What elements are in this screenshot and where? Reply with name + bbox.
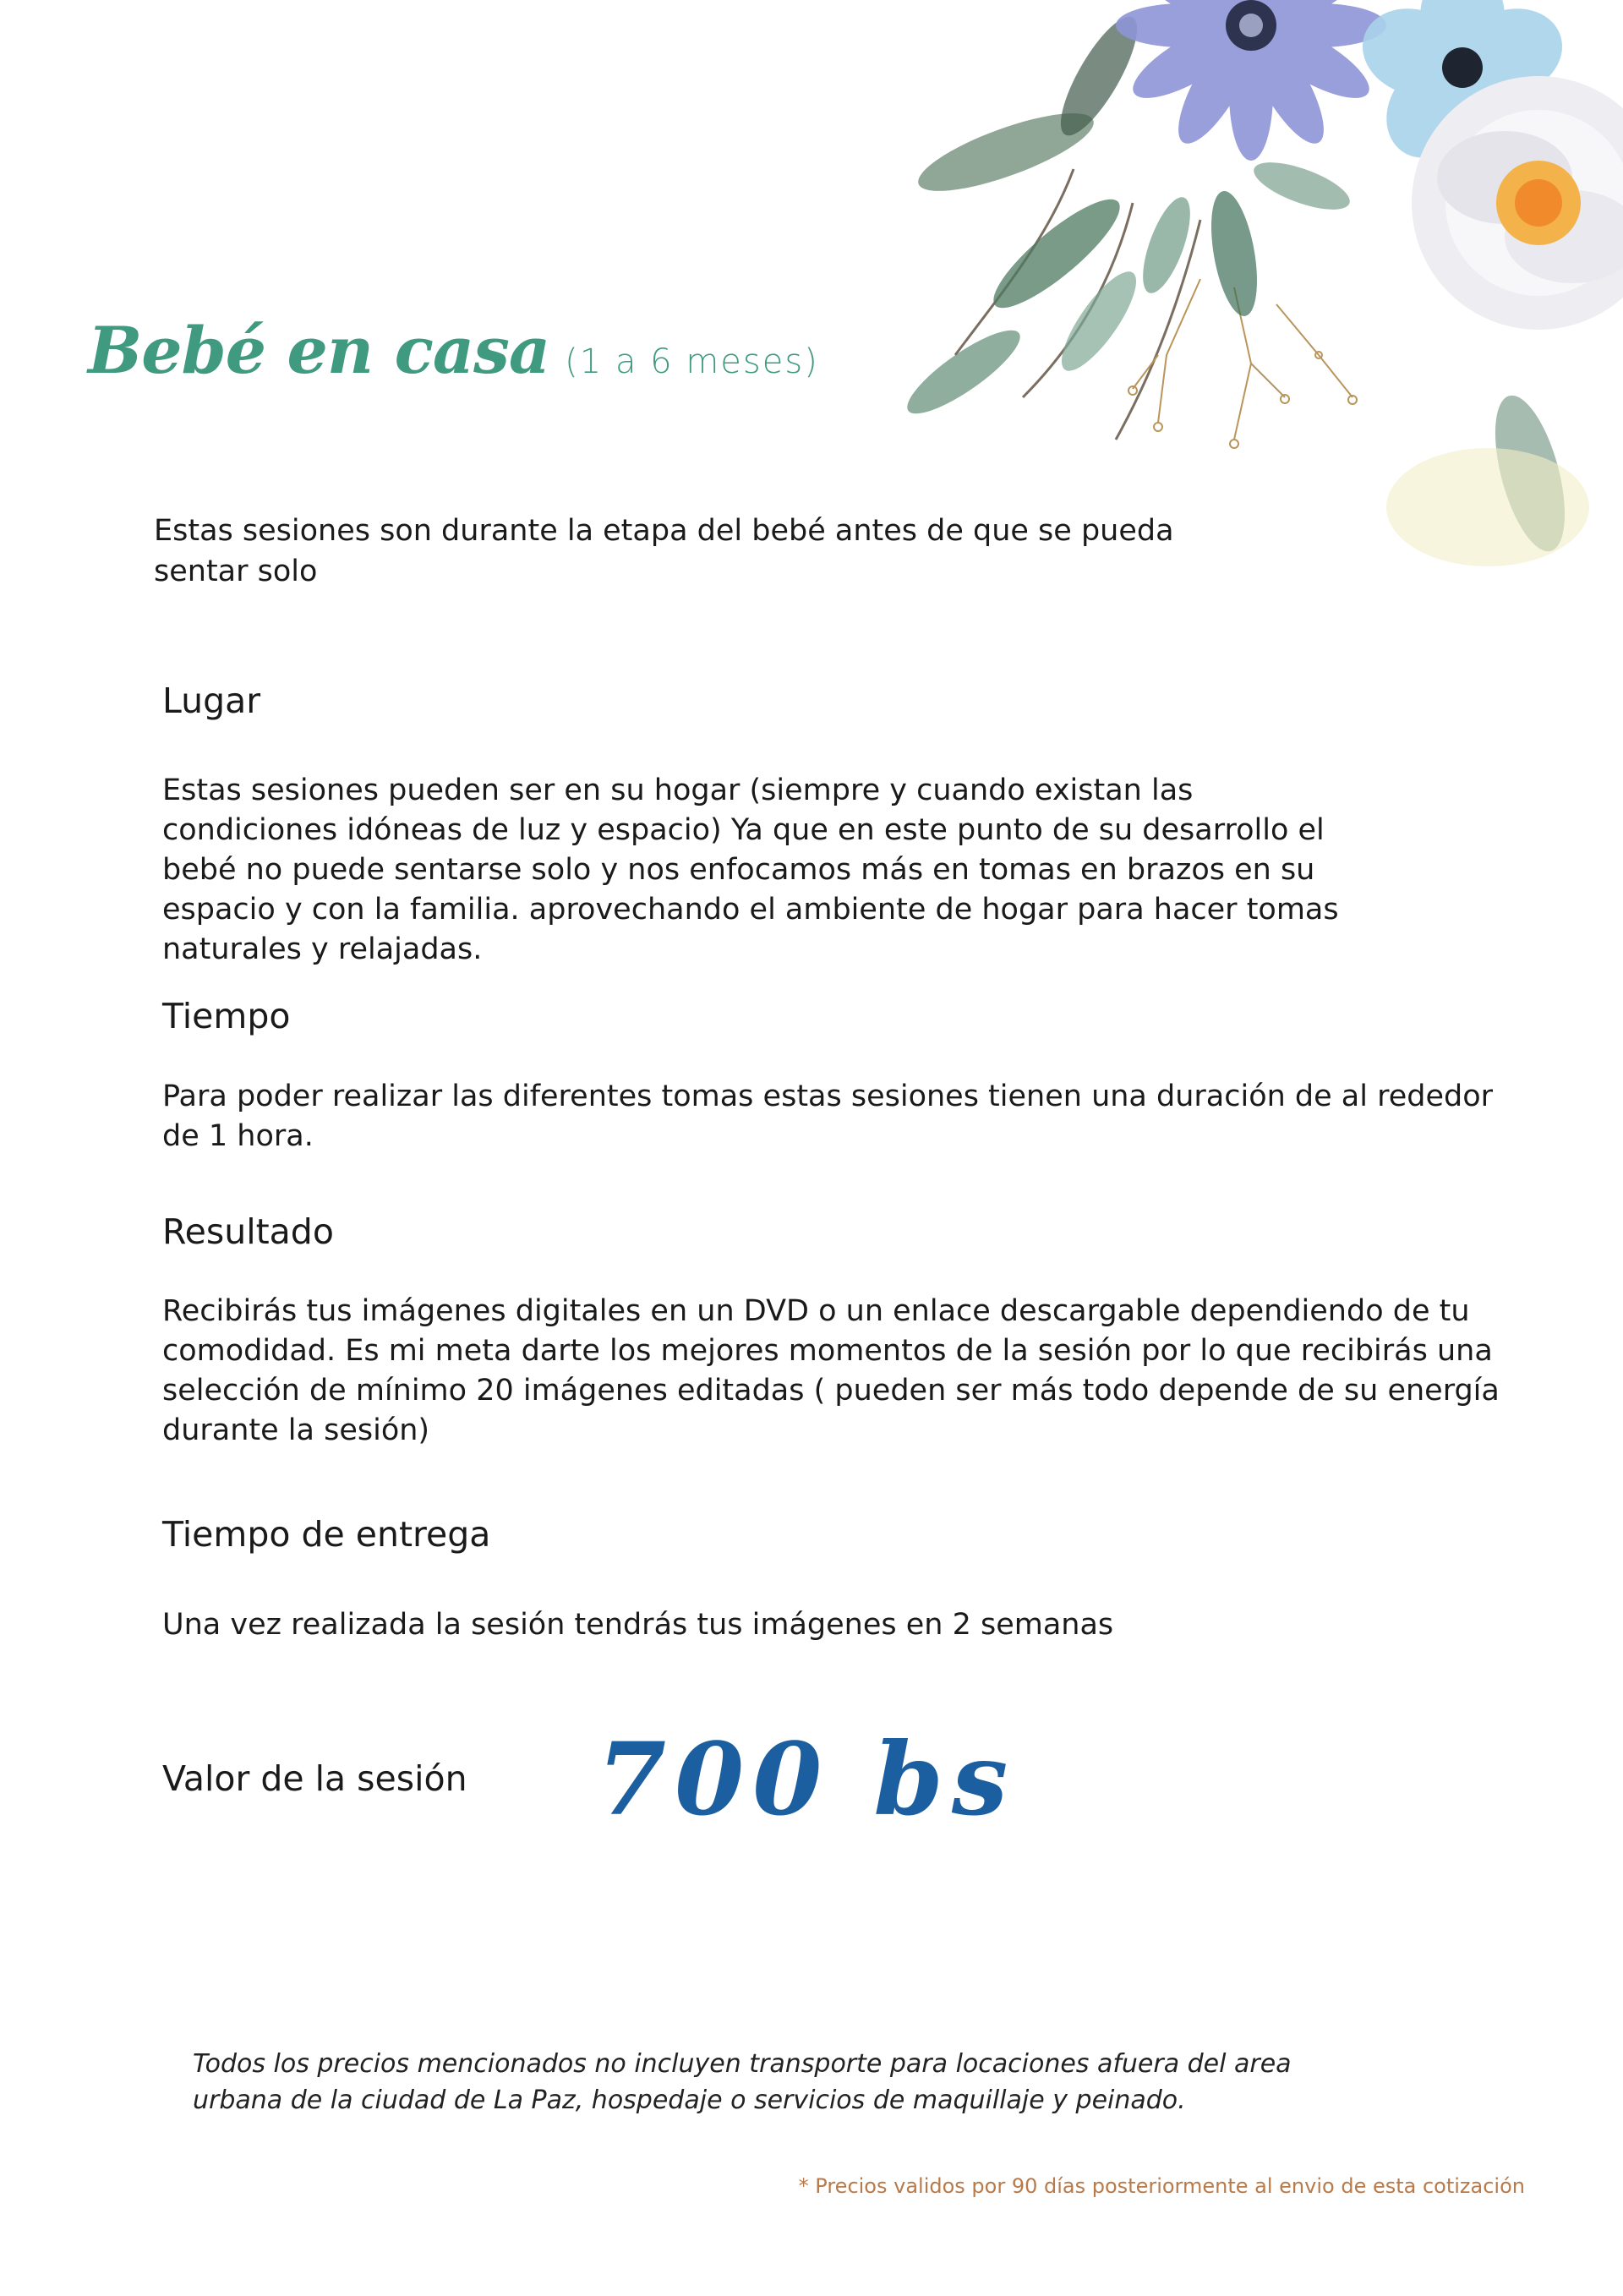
intro-text: Estas sesiones son durante la etapa del bebé antes de que se pueda sentar solo xyxy=(154,514,1174,588)
section-heading-resultado: Resultado xyxy=(162,1211,334,1252)
section-body-lugar: Estas sesiones pueden ser en su hogar (siempre y cuando existan las condiciones idóneas de luz y espacio) Ya que en este punto de su desarrollo el bebé no puede sentarse solo y nos enfocamos más en tomas en brazos en su espacio y con la familia. aprovechando el ambiente de hogar para hacer tomas naturales y relajadas. xyxy=(162,774,1339,966)
section-heading-lugar: Lugar xyxy=(162,681,261,721)
validity-note: * Precios validos por 90 días posteriormente al envio de esta cotización xyxy=(798,2174,1525,2198)
price-value: 700 bs xyxy=(597,1720,1017,1838)
title-main: Bebé en casa xyxy=(88,313,550,388)
section-heading-tiempo: Tiempo xyxy=(162,996,291,1036)
section-body-tiempo: Para poder realizar las diferentes tomas estas sesiones tienen una duración de al rededor de 1 hora. xyxy=(162,1080,1494,1153)
title-subtitle: (1 a 6 meses) xyxy=(565,342,819,381)
section-body-entrega: Una vez realizada la sesión tendrás tus imágenes en 2 semanas xyxy=(162,1608,1114,1642)
section-heading-entrega: Tiempo de entrega xyxy=(162,1514,491,1555)
floral-decoration xyxy=(879,0,1623,592)
page-title xyxy=(88,313,819,388)
price-label: Valor de la sesión xyxy=(162,1758,467,1799)
pricing-note: Todos los precios mencionados no incluyen transporte para locaciones afuera del area urbana de la ciudad de La Paz, hospedaje o servicios de maquillaje y peinado. xyxy=(193,2049,1292,2115)
section-body-resultado: Recibirás tus imágenes digitales en un DVD o un enlace descargable dependiendo de tu comodidad. Es mi meta darte los mejores momentos de la sesión por lo que recibirás una selección de mínimo 20 imágenes editadas ( pueden ser más todo depende de su energía durante la sesión) xyxy=(162,1294,1500,1447)
